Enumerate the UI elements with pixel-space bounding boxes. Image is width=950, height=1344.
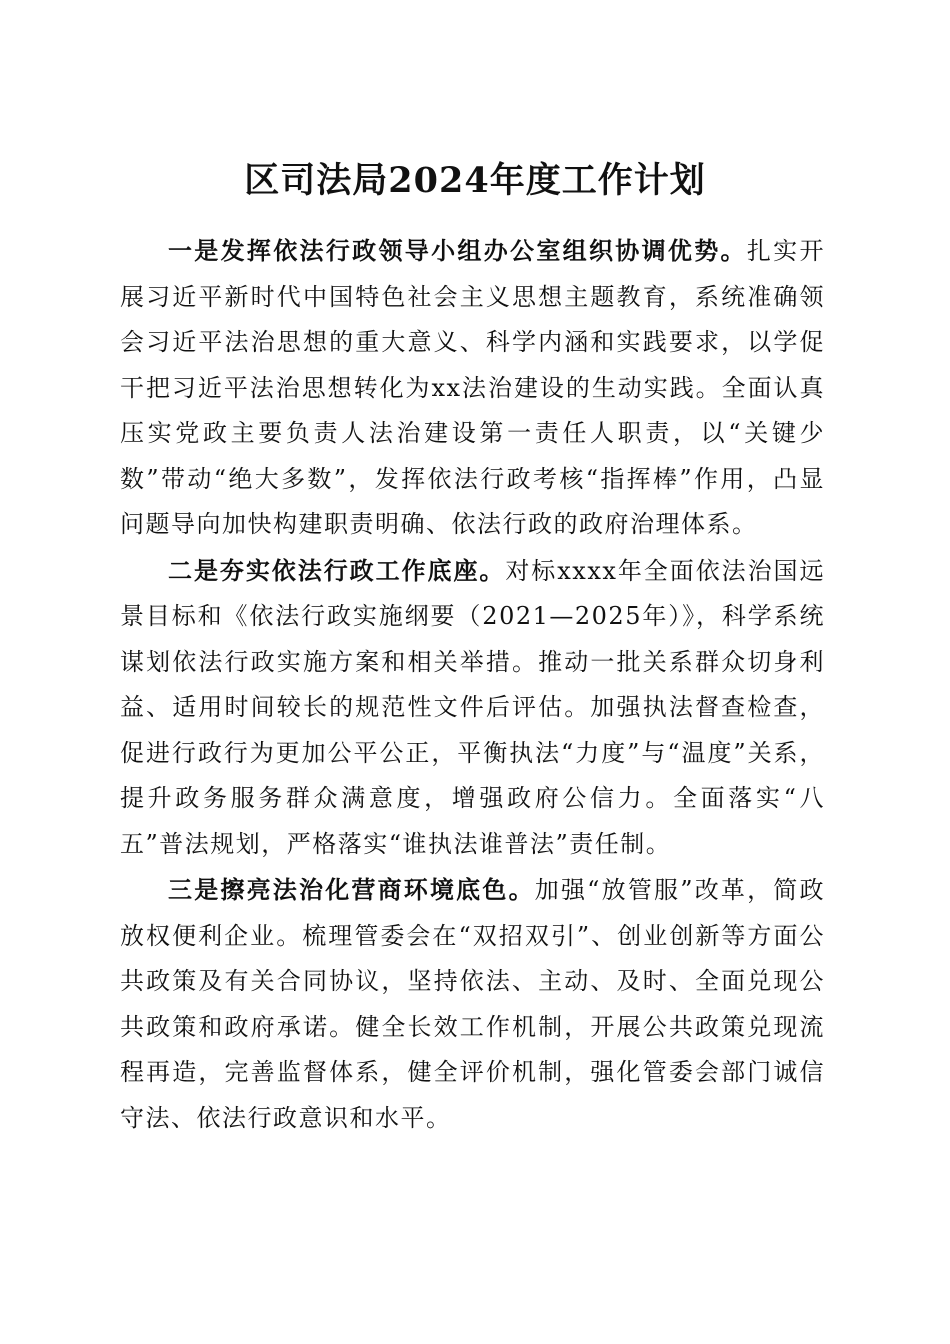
paragraph-3 [120, 867, 825, 1141]
paragraph-2-lead: 二是夯实依法行政工作底座。 [168, 555, 506, 585]
document-title: 区司法局2024年度工作计划 [244, 160, 706, 202]
paragraph-1-lead: 一是发挥依法行政领导小组办公室组织协调优势。 [168, 236, 747, 265]
paragraph-2-text: 对标xxxx年全面依法治国远景目标和《依法行政实施纲要（2021—2025年）》，科学系统谋划依法行政实施方案和相关举措。推动一批关系群众切身利益、适用时间较长的规范性文件后评估。加强执法督查检查，促进行政行为更加公平公正，平衡执法“力度”与“温度”关系，提升政务服务群众满意度，增强政府公信力。全面落实“八五”普法规划，严格落实“谁执法谁普法”责任制。 [120, 556, 826, 858]
paragraph-3-text: 加强“放管服”改革，简政放权便利企业。梳理管委会在“双招双引”、创业创新等方面公共政策及有关合同协议，坚持依法、主动、及时、全面兑现公共政策和政府承诺。健全长效工作机制，开展公共政策兑现流程再造，完善监督体系，健全评价机制，强化管委会部门诚信守法、依法行政意识和水平。 [120, 876, 825, 1132]
paragraph-3-lead: 三是擦亮法治化营商环境底色。 [168, 875, 535, 904]
paragraph-1 [120, 228, 825, 548]
paragraph-1-text: 扎实开展习近平新时代中国特色社会主义思想主题教育，系统准确领会习近平法治思想的重大意义、科学内涵和实践要求，以学促干把习近平法治思想转化为xx法治建设的生动实践。全面认真压实党政主要负责人法治建设第一责任人职责，以“关键少数”带动“绝大多数”，发挥依法行政考核“指挥棒”作用，凸显问题导向加快构建职责明确、依法行政的政府治理体系。 [120, 237, 825, 538]
paragraph-2 [120, 548, 825, 868]
document-body [120, 228, 825, 1141]
